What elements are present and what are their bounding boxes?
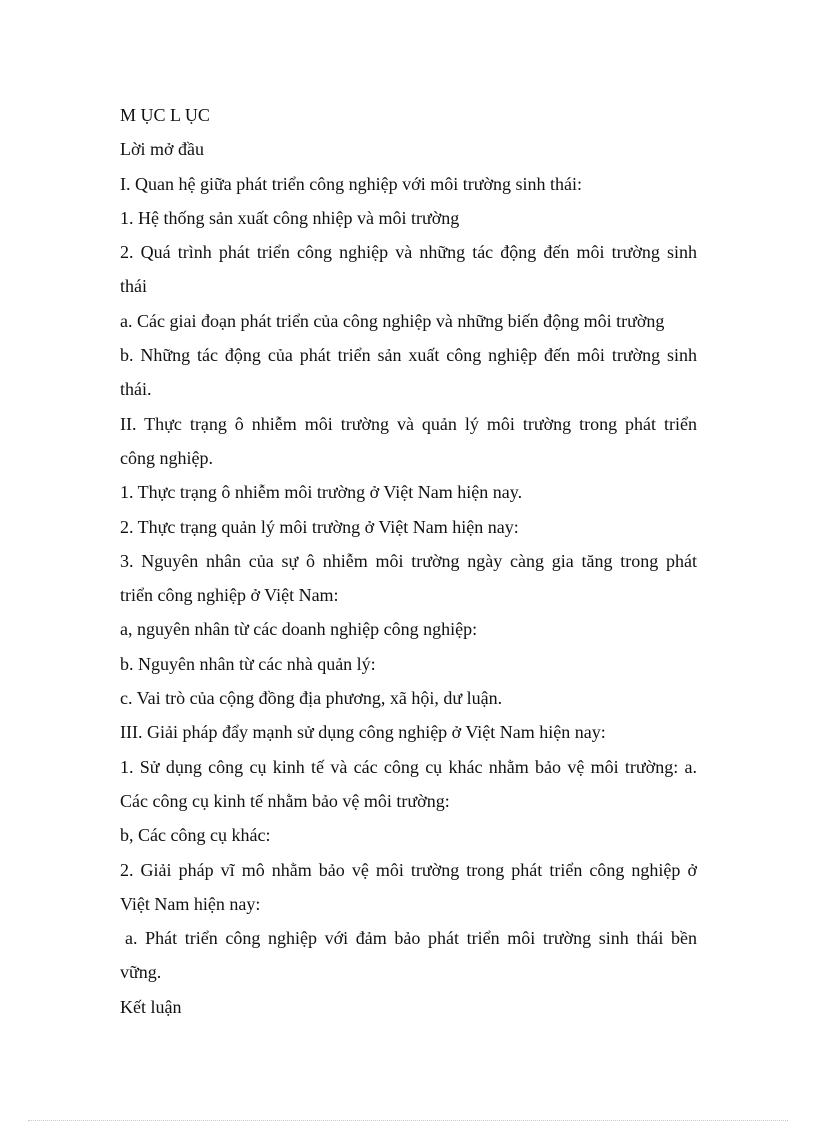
- toc-entry-1-2-b-continued: thái.: [120, 379, 152, 400]
- toc-entry-2-1: 1. Thực trạng ô nhiễm môi trường ở Việt Nam hiện nay.: [120, 482, 523, 503]
- toc-entry-section-3: III. Giải pháp đẩy mạnh sử dụng công nghiệp ở Việt Nam hiện nay:: [120, 722, 606, 743]
- toc-entry-3-2-continued: Việt Nam hiện nay:: [120, 893, 261, 914]
- toc-entry-section-1: I. Quan hệ giữa phát triển công nghiệp với môi trường sinh thái:: [120, 173, 582, 194]
- toc-entry-1-2-continued: thái: [120, 276, 147, 297]
- toc-entry-conclusion: Kết luận: [120, 996, 182, 1017]
- toc-entry-2-3-a: a, nguyên nhân từ các doanh nghiệp công nghiệp:: [120, 619, 478, 640]
- toc-entry-2-3-b: b. Nguyên nhân từ các nhà quản lý:: [120, 653, 376, 674]
- toc-entry-2-2: 2. Thực trạng quản lý môi trường ở Việt Nam hiện nay:: [120, 516, 519, 537]
- toc-entry-3-2-a: a. Phát triển công nghiệp với đảm bảo phát triển môi trường sinh thái bền: [125, 928, 697, 949]
- toc-entry-1-2: 2. Quá trình phát triển công nghiệp và những tác động đến môi trường sinh: [120, 242, 697, 263]
- table-of-contents: [120, 98, 697, 1024]
- toc-entry-1-1: 1. Hệ thống sản xuất công nhiệp và môi trường: [120, 207, 460, 228]
- toc-entry-2-3-continued: triển công nghiệp ở Việt Nam:: [120, 585, 339, 606]
- toc-entry-introduction: Lời mở đầu: [120, 139, 205, 160]
- toc-entry-3-1: 1. Sử dụng công cụ kinh tế và các công cụ khác nhằm bảo vệ môi trường: a.: [120, 756, 697, 777]
- toc-entry-1-2-a: a. Các giai đoạn phát triển của công nghiệp và những biến động môi trường: [120, 310, 665, 331]
- toc-entry-2-3: 3. Nguyên nhân của sự ô nhiễm môi trường ngày càng gia tăng trong phát: [120, 550, 697, 571]
- toc-entry-3-1-b: b, Các công cụ khác:: [120, 825, 271, 846]
- toc-entry-3-2-a-continued: vững.: [120, 962, 162, 983]
- toc-entry-2-3-c: c. Vai trò của cộng đồng địa phương, xã hội, dư luận.: [120, 688, 503, 709]
- toc-entry-3-2: 2. Giải pháp vĩ mô nhằm bảo vệ môi trường trong phát triển công nghiệp ở: [120, 859, 697, 880]
- toc-entry-1-2-b: b. Những tác động của phát triển sản xuất công nghiệp đến môi trường sinh: [120, 345, 697, 366]
- toc-title: M ỤC L ỤC: [120, 105, 210, 125]
- page-bottom-dotted-rule: [28, 1120, 788, 1121]
- toc-entry-section-2: II. Thực trạng ô nhiễm môi trường và quản lý môi trường trong phát triển: [120, 413, 697, 434]
- toc-entry-3-1-a: Các công cụ kinh tế nhằm bảo vệ môi trường:: [120, 790, 450, 811]
- toc-entry-section-2-continued: công nghiệp.: [120, 447, 213, 468]
